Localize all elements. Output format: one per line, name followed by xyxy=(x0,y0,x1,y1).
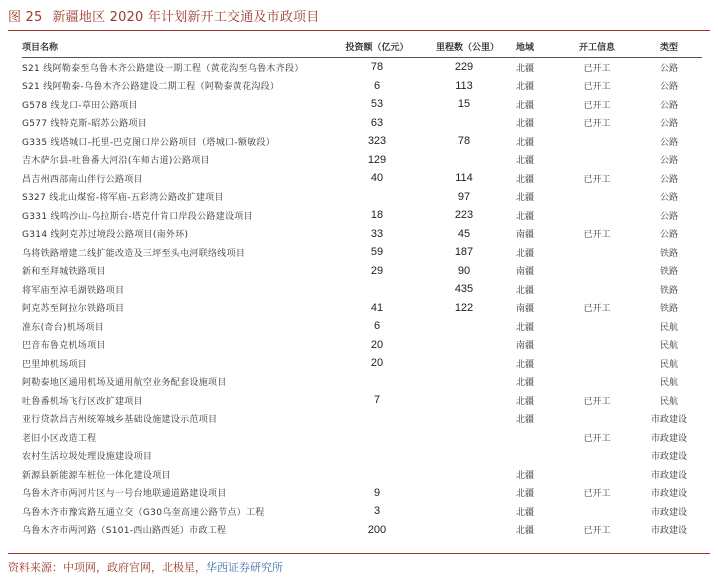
cell-region: 北疆 xyxy=(515,322,534,333)
cell-region xyxy=(492,447,558,466)
cell-investment: 59 xyxy=(370,246,384,259)
cell-type: 市政建设 xyxy=(650,489,687,500)
cell-mileage: 114 xyxy=(455,172,473,185)
cell-investment xyxy=(318,447,436,466)
cell-type: 铁路 xyxy=(659,248,678,259)
cell-investment: 6 xyxy=(373,79,381,92)
cell-region: 北疆 xyxy=(515,396,534,407)
table-row xyxy=(22,151,702,170)
figure-number: 图 25 xyxy=(8,10,43,25)
cell-investment: 41 xyxy=(370,301,384,314)
cell-status: 已开工 xyxy=(583,489,611,500)
cell-investment xyxy=(318,373,436,392)
table-row xyxy=(22,299,702,318)
cell-type: 公路 xyxy=(659,119,678,130)
table-row xyxy=(22,336,702,355)
cell-type: 民航 xyxy=(659,378,678,389)
cell-status xyxy=(558,188,636,207)
cell-status xyxy=(558,373,636,392)
cell-status xyxy=(558,262,636,281)
cell-status: 已开工 xyxy=(583,174,611,185)
cell-status xyxy=(558,447,636,466)
cell-type: 公路 xyxy=(659,211,678,222)
cell-status xyxy=(558,354,636,373)
cell-mileage: 223 xyxy=(454,209,474,222)
cell-type: 公路 xyxy=(659,174,678,185)
cell-mileage xyxy=(436,447,492,466)
table-row xyxy=(22,77,702,96)
cell-project-name: 昌吉州西部南山伴行公路项目 xyxy=(22,174,143,185)
cell-investment: 200 xyxy=(367,523,387,536)
cell-project-name: 巴音布鲁克机场项目 xyxy=(22,341,106,352)
cell-investment: 18 xyxy=(370,209,384,222)
cell-mileage xyxy=(436,484,492,503)
cell-mileage: 122 xyxy=(454,301,474,314)
table-row xyxy=(22,317,702,336)
cell-type: 铁路 xyxy=(659,304,678,315)
cell-investment: 129 xyxy=(367,153,387,166)
cell-project-name: 阿克苏至阿拉尔铁路项目 xyxy=(22,304,125,315)
cell-project-name: 将军庙至淖毛湖铁路项目 xyxy=(22,285,125,296)
cell-project-name: 乌将铁路增建二线扩能改造及三坪至头屯河联络线项目 xyxy=(22,248,246,259)
cell-project-name: 新源县新能源车桩位一体化建设项目 xyxy=(22,470,171,481)
cell-mileage: 113 xyxy=(455,79,473,92)
cell-mileage xyxy=(436,465,492,484)
cell-type: 民航 xyxy=(659,341,678,352)
cell-investment: 20 xyxy=(370,338,384,351)
top-rule xyxy=(8,30,710,31)
cell-region: 北疆 xyxy=(515,378,534,389)
cell-type: 市政建设 xyxy=(650,507,687,518)
table-row xyxy=(22,206,702,225)
cell-mileage: 78 xyxy=(457,135,471,148)
cell-region: 南疆 xyxy=(515,230,534,241)
cell-region: 南疆 xyxy=(515,267,534,278)
cell-mileage xyxy=(436,373,492,392)
cell-investment xyxy=(318,188,436,207)
table-row xyxy=(22,169,702,188)
table-row xyxy=(22,428,702,447)
cell-project-name: 乌鲁木齐市豫宾路互通立交（G30乌奎高速公路节点）工程 xyxy=(22,507,265,518)
cell-status xyxy=(558,336,636,355)
cell-type: 公路 xyxy=(659,100,678,111)
cell-status xyxy=(558,410,636,429)
cell-status xyxy=(558,206,636,225)
cell-status: 已开工 xyxy=(583,63,611,74)
cell-type: 民航 xyxy=(659,396,678,407)
cell-type: 市政建设 xyxy=(650,433,687,444)
table-row xyxy=(22,114,702,133)
cell-region: 北疆 xyxy=(515,63,534,74)
cell-investment: 63 xyxy=(370,116,384,129)
cell-mileage: 435 xyxy=(454,283,474,296)
cell-mileage xyxy=(436,151,492,170)
cell-region: 北疆 xyxy=(515,193,534,204)
cell-investment: 53 xyxy=(370,98,384,111)
table-body xyxy=(22,58,702,540)
cell-mileage: 90 xyxy=(457,264,471,277)
cell-investment: 9 xyxy=(373,486,381,499)
cell-investment: 323 xyxy=(367,135,387,148)
cell-region xyxy=(492,428,558,447)
table-row xyxy=(22,95,702,114)
figure-title xyxy=(8,6,319,26)
cell-type: 公路 xyxy=(659,82,678,93)
cell-status: 已开工 xyxy=(583,119,611,130)
cell-mileage xyxy=(436,114,492,133)
cell-mileage xyxy=(436,428,492,447)
cell-region: 北疆 xyxy=(515,359,534,370)
cell-project-name: 新和至拜城铁路项目 xyxy=(22,267,106,278)
cell-type: 民航 xyxy=(659,322,678,333)
cell-investment: 20 xyxy=(370,357,384,370)
cell-status xyxy=(558,465,636,484)
table-row xyxy=(22,484,702,503)
cell-mileage: 229 xyxy=(454,61,474,74)
cell-project-name: S327 线北山煤窑-将军庙-五彩湾公路改扩建项目 xyxy=(22,193,224,204)
cell-project-name: G578 线龙口-草田公路项目 xyxy=(22,100,138,111)
cell-investment: 29 xyxy=(370,264,384,277)
cell-status: 已开工 xyxy=(583,526,611,537)
cell-investment: 33 xyxy=(370,227,384,240)
cell-mileage: 15 xyxy=(457,98,471,111)
cell-project-name: G331 线鸣沙山-乌拉斯台-塔克什肯口岸段公路建设项目 xyxy=(22,211,253,222)
cell-project-name: 巴里坤机场项目 xyxy=(22,359,88,370)
cell-status xyxy=(558,280,636,299)
cell-status xyxy=(558,151,636,170)
cell-status: 已开工 xyxy=(583,100,611,111)
cell-investment: 40 xyxy=(370,172,384,185)
table-row xyxy=(22,391,702,410)
cell-type: 铁路 xyxy=(659,285,678,296)
table-row xyxy=(22,243,702,262)
table-row xyxy=(22,410,702,429)
table-row xyxy=(22,132,702,151)
cell-region: 北疆 xyxy=(515,211,534,222)
cell-project-name: G314 线阿克苏过境段公路项目(南外环) xyxy=(22,230,189,241)
cell-region: 北疆 xyxy=(515,470,534,481)
cell-project-name: G577 线特克斯-昭苏公路项目 xyxy=(22,119,148,130)
cell-type: 公路 xyxy=(659,230,678,241)
cell-project-name: 乌鲁木齐市两河片区与一号台地联通道路建设项目 xyxy=(22,489,227,500)
source-note xyxy=(8,559,283,575)
cell-investment: 78 xyxy=(370,61,384,74)
cell-mileage xyxy=(436,410,492,429)
cell-region: 北疆 xyxy=(515,526,534,537)
table-row xyxy=(22,465,702,484)
cell-project-name: G335 线塔城口-托里-巴克图口岸公路项目（塔城口-额敏段） xyxy=(22,137,276,148)
source-prefix: 资料来源：中项网，政府官网，北极星， xyxy=(8,561,206,574)
cell-region: 南疆 xyxy=(515,304,534,315)
cell-type: 公路 xyxy=(659,63,678,74)
cell-project-name: 阿勒泰地区通用机场及通用航空业务配套设施项目 xyxy=(22,378,227,389)
cell-type: 公路 xyxy=(659,193,678,204)
cell-status xyxy=(558,502,636,521)
table-row xyxy=(22,58,702,77)
cell-project-name: 吉木萨尔县-吐鲁番大河沿(车师古道)公路项目 xyxy=(22,156,210,167)
cell-mileage: 45 xyxy=(457,227,471,240)
cell-mileage xyxy=(436,502,492,521)
cell-region: 北疆 xyxy=(515,507,534,518)
figure-title-text: 新疆地区 2020 年计划新开工交通及市政项目 xyxy=(52,10,320,25)
cell-project-name: 农村生活垃圾处理设施建设项目 xyxy=(22,452,153,463)
cell-type: 市政建设 xyxy=(650,526,687,537)
table-row xyxy=(22,280,702,299)
cell-project-name: 乌鲁木齐市两河路（S101-西山路西延）市政工程 xyxy=(22,526,227,537)
cell-mileage: 97 xyxy=(457,190,471,203)
cell-status: 已开工 xyxy=(583,433,611,444)
cell-type: 市政建设 xyxy=(650,415,687,426)
cell-region: 南疆 xyxy=(515,341,534,352)
cell-status xyxy=(558,317,636,336)
cell-investment xyxy=(318,410,436,429)
table-row xyxy=(22,521,702,540)
cell-type: 铁路 xyxy=(659,267,678,278)
cell-status: 已开工 xyxy=(583,82,611,93)
cell-region: 北疆 xyxy=(515,137,534,148)
cell-region: 北疆 xyxy=(515,415,534,426)
table-row xyxy=(22,502,702,521)
header-project-name: 项目名称 xyxy=(22,43,59,53)
cell-project-name: 吐鲁番机场飞行区改扩建项目 xyxy=(22,396,143,407)
cell-status: 已开工 xyxy=(583,396,611,407)
cell-mileage xyxy=(436,336,492,355)
cell-project-name: S21 线阿勒泰至乌鲁木齐公路建设一期工程（黄花沟至乌鲁木齐段） xyxy=(22,63,304,74)
cell-status: 已开工 xyxy=(583,230,611,241)
table-row xyxy=(22,373,702,392)
cell-investment xyxy=(318,428,436,447)
cell-type: 公路 xyxy=(659,137,678,148)
cell-investment xyxy=(318,280,436,299)
header-investment: 投资额（亿元） xyxy=(345,43,409,53)
table-row xyxy=(22,225,702,244)
table-row xyxy=(22,354,702,373)
projects-table xyxy=(22,38,702,539)
cell-project-name: 亚行贷款昌吉州统筹城乡基础设施建设示范项目 xyxy=(22,415,218,426)
cell-mileage xyxy=(436,521,492,540)
cell-type: 市政建设 xyxy=(650,470,687,481)
cell-mileage xyxy=(436,391,492,410)
cell-type: 民航 xyxy=(659,359,678,370)
header-status: 开工信息 xyxy=(578,43,615,53)
cell-project-name: 老旧小区改造工程 xyxy=(22,433,97,444)
header-mileage: 里程数（公里） xyxy=(436,43,500,53)
cell-region: 北疆 xyxy=(515,82,534,93)
cell-project-name: S21 线阿勒泰-乌鲁木齐公路建设二期工程（阿勒泰黄花沟段） xyxy=(22,82,280,93)
table-header-row xyxy=(22,38,702,58)
cell-region: 北疆 xyxy=(515,285,534,296)
bottom-rule xyxy=(8,553,710,554)
cell-status xyxy=(558,132,636,151)
cell-status xyxy=(558,243,636,262)
cell-type: 公路 xyxy=(659,156,678,167)
cell-region: 北疆 xyxy=(515,119,534,130)
source-highlight: 华西证券研究所 xyxy=(206,561,283,574)
cell-investment: 6 xyxy=(373,320,381,333)
table-row xyxy=(22,188,702,207)
cell-region: 北疆 xyxy=(515,174,534,185)
cell-region: 北疆 xyxy=(515,489,534,500)
header-region: 地域 xyxy=(515,43,534,53)
cell-status: 已开工 xyxy=(583,304,611,315)
header-type: 类型 xyxy=(659,43,678,53)
cell-project-name: 准东(奇台)机场项目 xyxy=(22,322,105,333)
cell-region: 北疆 xyxy=(515,248,534,259)
cell-region: 北疆 xyxy=(515,100,534,111)
cell-mileage: 187 xyxy=(454,246,474,259)
cell-mileage xyxy=(436,317,492,336)
cell-type: 市政建设 xyxy=(650,452,687,463)
cell-investment: 7 xyxy=(373,394,381,407)
cell-region: 北疆 xyxy=(515,156,534,167)
table-row xyxy=(22,262,702,281)
cell-investment: 3 xyxy=(373,505,381,518)
cell-mileage xyxy=(436,354,492,373)
cell-investment xyxy=(318,465,436,484)
table-row xyxy=(22,447,702,466)
